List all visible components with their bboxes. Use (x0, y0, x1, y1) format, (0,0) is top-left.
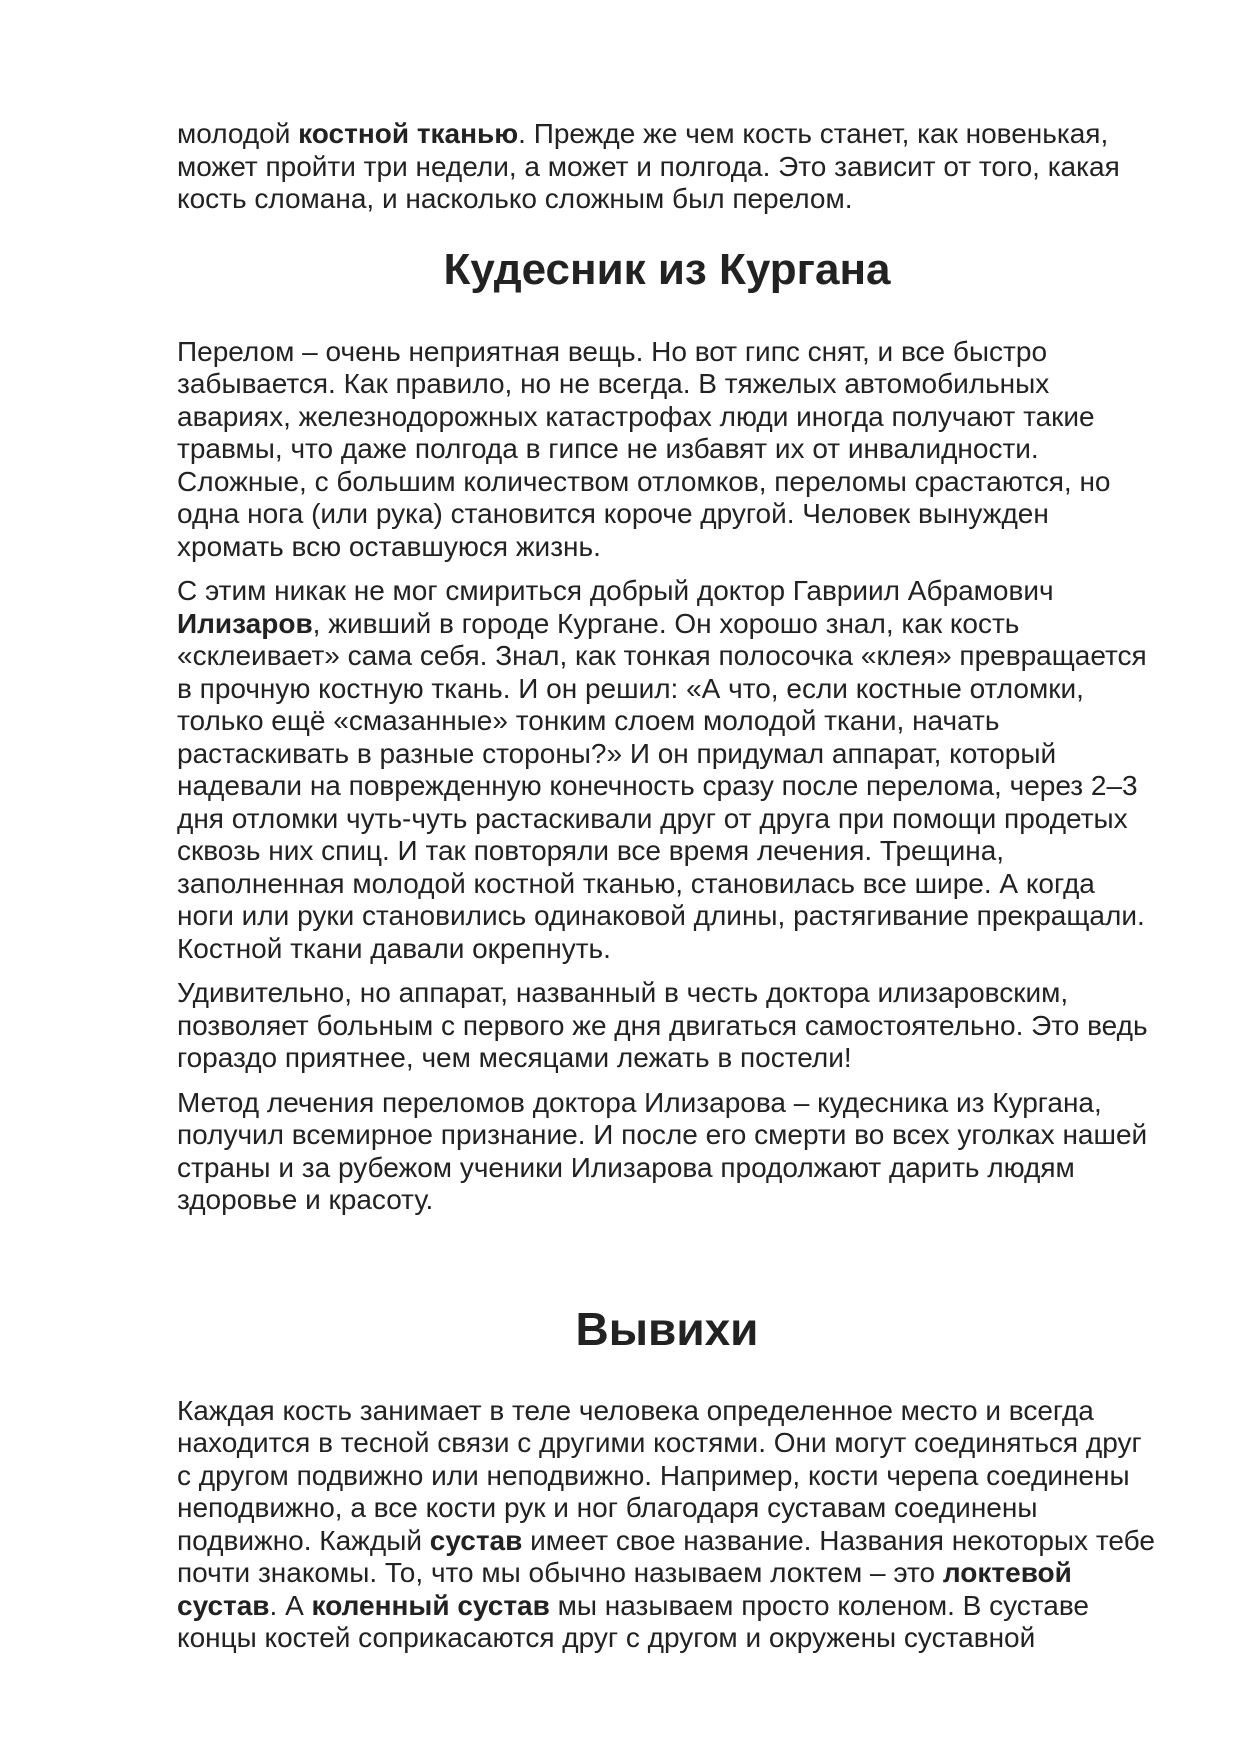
section-heading-kudesnik: Кудесник из Кургана (443, 244, 891, 294)
paragraph (177, 1395, 1157, 1655)
text-run: , живший в городе Кургане. Он хорошо знал, как кость «склеивает» сама себя. Знал, как тонкая полосочка «клея» превращается в прочную костную ткань. И он решил: «А что, если костные отломки, только ещё «смазанные» тонким слоем молодой ткани, начать растаскивать в разные стороны?» И он придумал аппарат, который надевали на поврежденную конечность сразу после перелома, через 2–3 дня отломки чуть-чуть растаскивали друг от друга при помощи продетых сквозь них спиц. И так повторяли все время лечения. Трещина, заполненная молодой костной тканью, становилась все шире. А когда ноги или руки становились одинаковой длины, растягивание прекращали. Костной ткани давали окрепнуть. (177, 607, 1147, 964)
text-run: . Прежде же чем кость станет, как новенькая, может пройти три недели, а может и полгода. Это зависит от того, какая кость сломана, и насколько сложным был перелом. (177, 118, 1120, 214)
bold-term: сустав (429, 1524, 523, 1556)
bold-term: Илизаров (177, 607, 313, 639)
text-run: Каждая кость занимает в теле человека определенное место и всегда находится в тесной связи с другими костями. Они могут соединяться друг с другом подвижно или неподвижно. Например, кости черепа соединены неподвижно, а все кости рук и ног благодаря суставам соединены подвижно. Каждый (177, 1394, 1142, 1556)
text-run: С этим никак не мог смириться добрый доктор Гавриил Абрамович (177, 575, 1054, 606)
bold-term: коленный сустав (311, 1589, 550, 1621)
fragment-paragraph (177, 118, 1157, 216)
text-run: имеет свое название. Названия некоторых тебе почти знакомы. То, что мы обычно называем локтем – это (177, 1524, 1155, 1588)
paragraph: Метод лечения переломов доктора Илизарова – кудесника из Кургана, получил всемирное признание. И после его смерти во всех уголках нашей страны и за рубежом ученики Илизарова продолжают дарить людям здоровье и красоту. (177, 1086, 1148, 1215)
section-heading-vyvikhi: Вывихи (575, 1302, 759, 1355)
paragraph: Удивительно, но аппарат, названный в честь доктора илизаровским, позволяет больным с первого же дня двигаться самостоятельно. Это ведь гораздо приятнее, чем месяцами лежать в постели! (177, 977, 1148, 1073)
bold-term: локтевой сустав (177, 1557, 1072, 1621)
paragraph (177, 575, 1157, 965)
document-page (177, 118, 1157, 1667)
bold-term: костной тканью (298, 118, 519, 149)
text-run: молодой (177, 118, 299, 149)
text-run: . А (269, 1589, 312, 1621)
text-run: мы называем просто коленом. В суставе концы костей соприкасаются друг с другом и окружены суставной (177, 1589, 1089, 1653)
paragraph: Перелом – очень неприятная вещь. Но вот гипс снят, и все быстро забывается. Как правило, но не всегда. В тяжелых автомобильных авариях, железнодорожных катастрофах люди иногда получают такие травмы, что даже полгода в гипсе не избавят их от инвалидности. Сложные, с большим количеством отломков, переломы срастаются, но одна нога (или рука) становится короче другой. Человек вынужден хромать всю оставшуюся жизнь. (177, 335, 1111, 562)
